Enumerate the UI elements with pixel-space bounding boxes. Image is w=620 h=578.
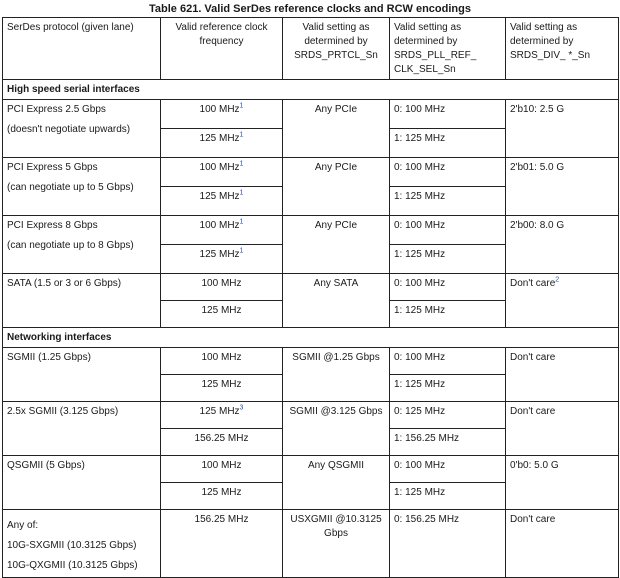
table-row: [3, 216, 619, 245]
div-cell: Don't care: [506, 402, 619, 456]
freq-cell: 156.25 MHz: [161, 429, 283, 456]
freq-cell: 100 MHz: [161, 348, 283, 375]
freq-cell: 100 MHz$^1$: [161, 216, 283, 245]
serdes-reference-clock-table: [2, 17, 619, 578]
pll-cell: 0: 156.25 MHz: [390, 510, 506, 578]
pll-cell: 1: 125 MHz: [390, 483, 506, 510]
protocol-cell: PCI Express 8 Gbps (can negotiate up to 8 Gbps): [3, 216, 161, 274]
table-row: [3, 348, 619, 375]
protocol-cell: 2.5x SGMII (3.125 Gbps): [3, 402, 161, 456]
pll-cell: 1: 156.25 MHz: [390, 429, 506, 456]
prtcl-cell: Any QSGMII: [283, 456, 390, 510]
table-row: [3, 274, 619, 301]
pll-cell: 0: 100 MHz: [390, 216, 506, 245]
freq-cell: 100 MHz: [161, 456, 283, 483]
header-div: Valid setting as determined by SRDS_DIV_ *_Sn: [506, 18, 619, 80]
table-row: [3, 158, 619, 187]
freq-cell: 125 MHz$^1$: [161, 129, 283, 158]
freq-cell: 156.25 MHz: [161, 510, 283, 578]
freq-cell: 125 MHz: [161, 483, 283, 510]
table-row: [3, 100, 619, 129]
freq-cell: 100 MHz$^1$: [161, 100, 283, 129]
pll-cell: 0: 100 MHz: [390, 274, 506, 301]
prtcl-cell: SGMII @3.125 Gbps: [283, 402, 390, 456]
pll-cell: 0: 100 MHz: [390, 456, 506, 483]
freq-cell: 125 MHz: [161, 375, 283, 402]
header-pll-ref-clk-sel: Valid setting as determined by SRDS_PLL_REF_ CLK_SEL_Sn: [390, 18, 506, 80]
div-cell: 0'b0: 5.0 G: [506, 456, 619, 510]
div-cell: 2'b01: 5.0 G: [506, 158, 619, 216]
div-cell: Don't care: [506, 348, 619, 402]
freq-cell: 125 MHz$^1$: [161, 187, 283, 216]
section-title: High speed serial interfaces: [3, 80, 619, 100]
protocol-cell: QSGMII (5 Gbps): [3, 456, 161, 510]
prtcl-cell: Any PCIe: [283, 216, 390, 274]
protocol-cell: SGMII (1.25 Gbps): [3, 348, 161, 402]
pll-cell: 0: 100 MHz: [390, 100, 506, 129]
prtcl-cell: Any PCIe: [283, 158, 390, 216]
freq-cell: 100 MHz$^1$: [161, 158, 283, 187]
pll-cell: 0: 125 MHz: [390, 402, 506, 429]
section-row: [3, 80, 619, 100]
protocol-cell: PCI Express 5 Gbps (can negotiate up to 5 Gbps): [3, 158, 161, 216]
table-row: [3, 456, 619, 483]
header-prtcl: Valid setting as determined by SRDS_PRTCL_Sn: [283, 18, 390, 80]
pll-cell: 1: 125 MHz: [390, 301, 506, 328]
header-protocol: SerDes protocol (given lane): [3, 18, 161, 80]
freq-cell: 100 MHz: [161, 274, 283, 301]
protocol-cell: PCI Express 2.5 Gbps (doesn't negotiate upwards): [3, 100, 161, 158]
pll-cell: 1: 125 MHz: [390, 129, 506, 158]
prtcl-cell: USXGMII @10.3125 Gbps: [283, 510, 390, 578]
pll-cell: 1: 125 MHz: [390, 375, 506, 402]
div-cell: 2'b00: 8.0 G: [506, 216, 619, 274]
protocol-cell: Any of: 10G-SXGMII (10.3125 Gbps) 10G-QXGMII (10.3125 Gbps): [3, 510, 161, 578]
pll-cell: 1: 125 MHz: [390, 187, 506, 216]
freq-cell: 125 MHz: [161, 301, 283, 328]
section-row: [3, 328, 619, 348]
header-clock-frequency: Valid reference clock frequency: [161, 18, 283, 80]
pll-cell: 0: 100 MHz: [390, 158, 506, 187]
protocol-cell: SATA (1.5 or 3 or 6 Gbps): [3, 274, 161, 328]
header-row: [3, 18, 619, 80]
table-caption: Table 621. Valid SerDes reference clocks and RCW encodings: [149, 3, 471, 15]
pll-cell: 1: 125 MHz: [390, 245, 506, 274]
prtcl-cell: Any PCIe: [283, 100, 390, 158]
div-cell: Don't care$^2$: [506, 274, 619, 328]
table-row: [3, 510, 619, 578]
freq-cell: 125 MHz$^1$: [161, 245, 283, 274]
prtcl-cell: Any SATA: [283, 274, 390, 328]
div-cell: 2'b10: 2.5 G: [506, 100, 619, 158]
div-cell: Don't care: [506, 510, 619, 578]
prtcl-cell: SGMII @1.25 Gbps: [283, 348, 390, 402]
pll-cell: 0: 100 MHz: [390, 348, 506, 375]
section-title: Networking interfaces: [3, 328, 619, 348]
freq-cell: 125 MHz$^3$: [161, 402, 283, 429]
table-row: [3, 402, 619, 429]
